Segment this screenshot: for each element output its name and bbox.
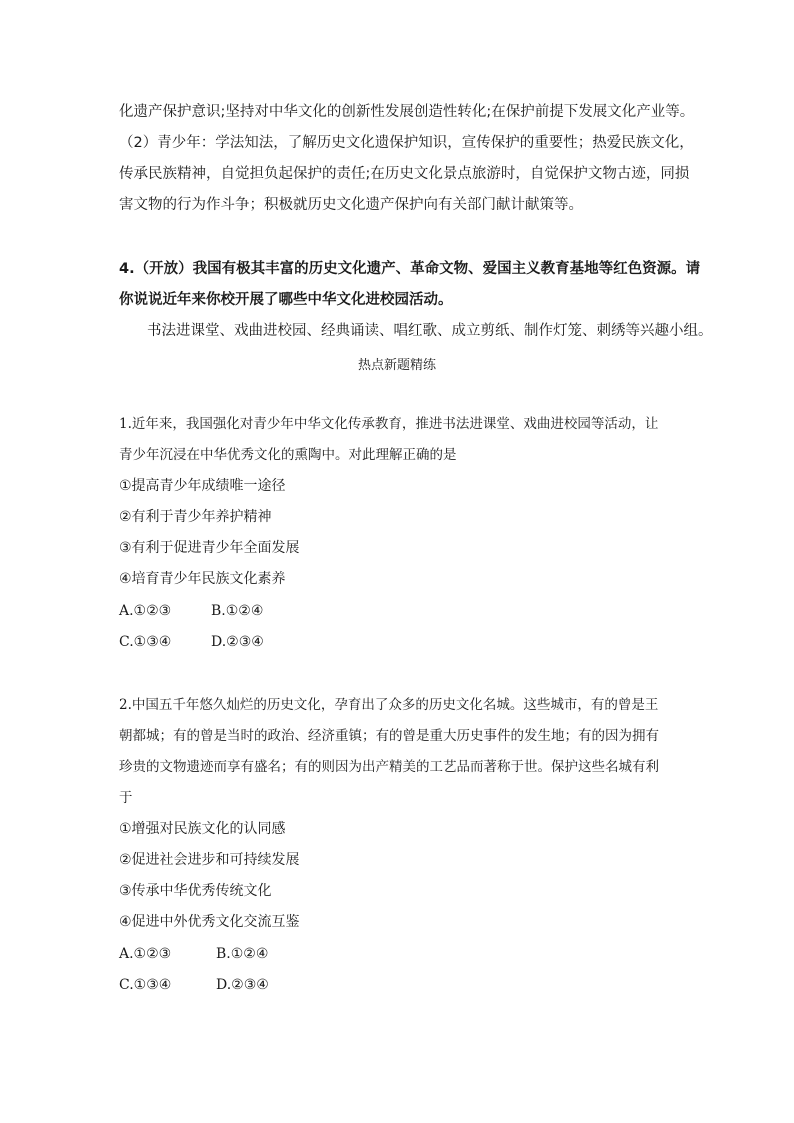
prev-answer-line-2: （2）青少年：学法知法，了解历史文化遗保护知识，宣传保护的重要性；热爱民族文化， (119, 135, 694, 151)
q1-item-4: ④培育青少年民族文化素养 (119, 571, 286, 587)
q2-option-c: C.①③④ (119, 977, 172, 993)
prev-answer-line-3: 传承民族精神，自觉担负起保护的责任;在历史文化景点旅游时，自觉保护文物古迹，同损 (119, 166, 690, 182)
prev-answer-line-1: 化遗产保护意识;坚持对中华文化的创新性发展创造性转化;在保护前提下发展文化产业等。 (119, 104, 695, 120)
q4-stem-line-1: 4.（开放）我国有极其丰富的历史文化遗产、革命文物、爱国主义教育基地等红色资源。请 (119, 261, 701, 277)
q2-item-4: ④促进中外优秀文化交流互鉴 (119, 914, 300, 930)
q1-item-2: ②有利于青少年养护精神 (119, 509, 272, 525)
q1-option-c: C.①③④ (119, 634, 172, 650)
q1-item-3: ③有利于促进青少年全面发展 (119, 540, 300, 556)
q2-item-3: ③传承中华优秀传统文化 (119, 883, 272, 899)
q2-stem-line-3: 珍贵的文物遗迹而享有盛名；有的则因为出产精美的工艺品而著称于世。保护这些名城有利 (119, 759, 659, 775)
prev-answer-line-4: 害文物的行为作斗争；积极就历史文化遗产保护向有关部门献计献策等。 (119, 197, 583, 213)
q2-option-d: D.②③④ (216, 977, 269, 993)
q2-stem-line-1: 2.中国五千年悠久灿烂的历史文化，孕育出了众多的历史文化名城。这些城市，有的曾是王 (119, 697, 659, 713)
section-title: 热点新题精练 (357, 358, 436, 373)
q2-stem-line-4: 于 (119, 790, 133, 806)
q4-answer: 书法进课堂、戏曲进校园、经典诵读、唱红歌、成立剪纸、制作灯笼、刺绣等兴趣小组。 (147, 323, 713, 339)
q2-item-1: ①增强对民族文化的认同感 (119, 821, 286, 837)
q1-item-1: ①提高青少年成绩唯一途径 (119, 478, 286, 494)
q1-option-b: B.①②④ (211, 603, 264, 619)
q2-stem-line-2: 朝都城；有的曾是当时的政治、经济重镇；有的曾是重大历史事件的发生地；有的因为拥有 (119, 728, 659, 744)
q1-stem-line-1: 1.近年来，我国强化对青少年中华文化传承教育，推进书法进课堂、戏曲进校园等活动，让 (119, 416, 659, 432)
q2-option-a: A.①②③ (119, 946, 172, 962)
q2-option-b: B.①②④ (216, 946, 269, 962)
q1-stem-line-2: 青少年沉浸在中华优秀文化的熏陶中。对此理解正确的是 (119, 447, 457, 463)
q4-stem-line-2: 你说说近年来你校开展了哪些中华文化进校园活动。 (119, 292, 453, 308)
q1-option-d: D.②③④ (211, 634, 264, 650)
q2-item-2: ②促进社会进步和可持续发展 (119, 852, 300, 868)
q1-option-a: A.①②③ (119, 603, 172, 619)
